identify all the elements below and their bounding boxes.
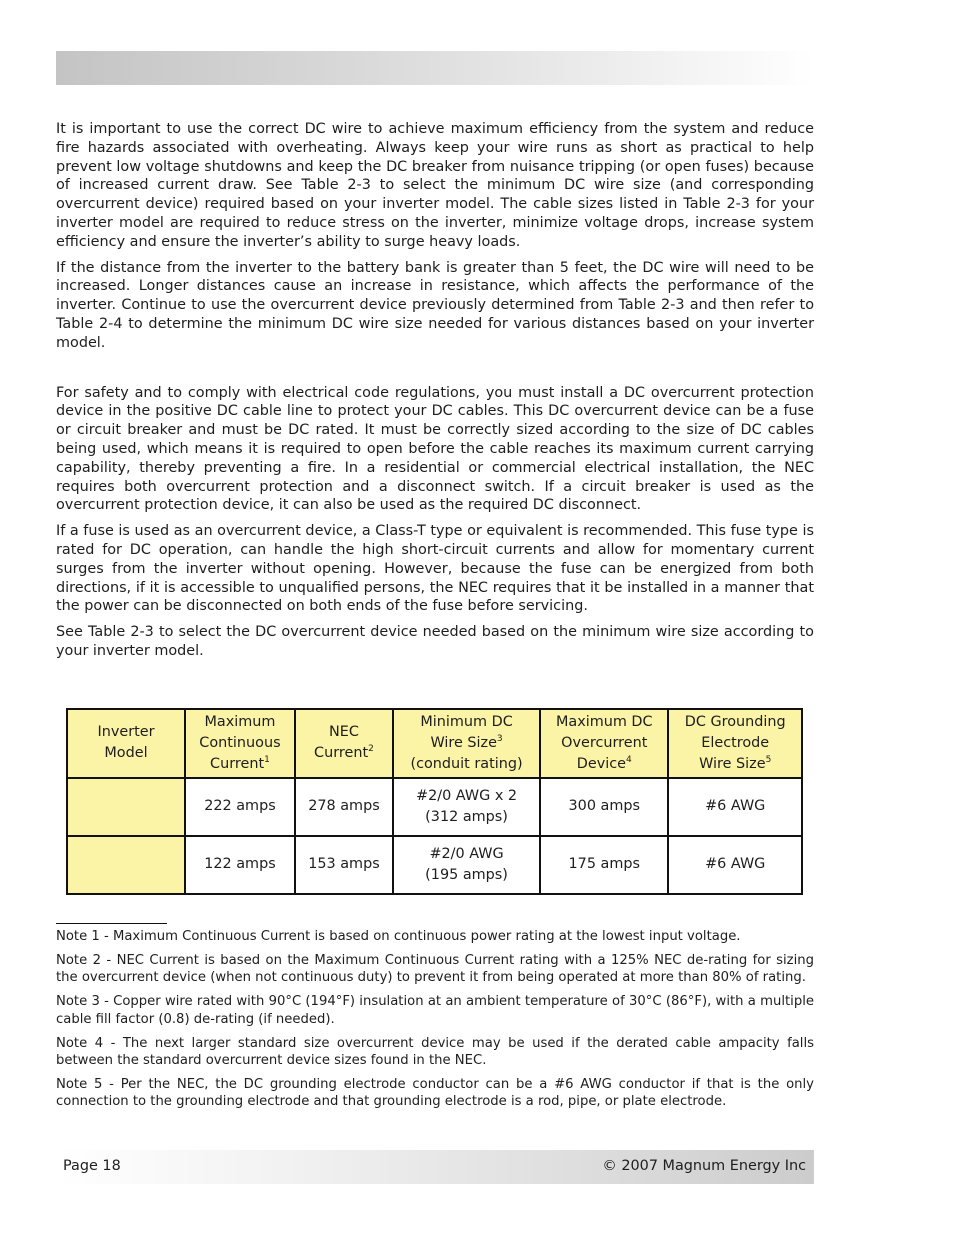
footer-bar [56, 1150, 814, 1184]
header-inverter-model: Inverter Model [67, 709, 185, 778]
note-4: Note 4 - The next larger standard size overcurrent device may be used if the derated cable ampacity falls between the standard overcurrent device sizes found in the NEC. [56, 1035, 814, 1068]
table-row [67, 836, 802, 894]
header-min-dc-wire-size: Minimum DC Wire Size$^3$ (conduit rating) [393, 709, 540, 778]
model-cell [67, 778, 185, 836]
note-3: Note 3 - Copper wire rated with 90°C (194°F) insulation at an ambient temperature of 30°C (86°F), with a multiple cable fill factor (0.8) de-rating (if needed). [56, 994, 814, 1027]
overcurrent-device-cell: 300 amps [540, 778, 668, 836]
header-nec-current: NEC Current$^2$ [295, 709, 393, 778]
copyright-text: © 2007 Magnum Energy Inc [602, 1158, 806, 1174]
page-content [56, 120, 814, 1118]
header-max-continuous-current: Maximum Continuous Current$^1$ [185, 709, 295, 778]
header-bar [56, 51, 814, 85]
model-cell [67, 836, 185, 894]
intro-paragraph-2: If the distance from the inverter to the battery bank is greater than 5 feet, the DC wire will need to be increased. Longer distances cause an increase in resistance, which affects the performance of the inverter. Continue to use the overcurrent device previously determined from Table 2-3 and then refer to Table 2-4 to determine the minimum DC wire size needed for various distances based on your inverter model. [56, 259, 814, 351]
protection-paragraph-3: See Table 2-3 to select the DC overcurrent device needed based on the minimum wire size according to your inverter model. [56, 624, 814, 659]
protection-paragraph-2: If a fuse is used as an overcurrent device, a Class-T type or equivalent is recommended. This fuse type is rated for DC operation, can handle the high short-circuit currents and allow for momentary current surges from the inverter without opening. However, because the fuse can be energized from both directions, if it is accessible to unqualified persons, the NEC requires that it be installed in a manner that the power can be disconnected on both ends of the fuse before servicing. [56, 523, 814, 615]
table-notes [56, 928, 814, 1111]
intro-paragraph-1: It is important to use the correct DC wire to achieve maximum efficiency from the system and reduce fire hazards associated with overheating. Always keep your wire runs as short as practical to help prevent low voltage shutdowns and keep the DC breaker from nuisance tripping (or open fuses) because of increased current draw. See Table 2-3 to select the minimum DC wire size (and corresponding overcurrent device) required based on your inverter model. The cable sizes listed in Table 2-3 for your inverter model are required to reduce stress on the inverter, minimize voltage drops, increase system efficiency and ensure the inverter’s ability to surge heavy loads. [56, 121, 814, 250]
header-max-dc-overcurrent-device: Maximum DC Overcurrent Device$^4$ [540, 709, 668, 778]
header-dc-grounding-wire-size: DC Grounding Electrode Wire Size$^5$ [668, 709, 802, 778]
page-number: Page 18 [63, 1158, 121, 1174]
wire-size-cell: #2/0 AWG x 2 (312 amps) [393, 778, 540, 836]
note-2: Note 2 - NEC Current is based on the Maximum Continuous Current rating with a 125% NEC de-rating for sizing the overcurrent device (when not continuous duty) to prevent it from being operated at more than 80% of rating. [56, 952, 814, 986]
nec-current-cell: 153 amps [295, 836, 393, 894]
max-current-cell: 222 amps [185, 778, 295, 836]
nec-current-cell: 278 amps [295, 778, 393, 836]
note-5: Note 5 - Per the NEC, the DC grounding electrode conductor can be a #6 AWG conductor if that is the only connection to the grounding electrode and that grounding electrode is a rod, pipe, or plate electrode. [56, 1077, 814, 1110]
wire-size-table [66, 708, 803, 895]
table-header-row [67, 709, 802, 778]
protection-paragraph-1: For safety and to comply with electrical code regulations, you must install a DC overcurrent protection device in the positive DC cable line to protect your DC cables. This DC overcurrent device can be a fuse or circuit breaker and must be DC rated. It must be correctly sized according to the size of DC cables being used, which means it is required to open before the cable reaches its maximum current carrying capability, thereby preventing a fire. In a residential or commercial electrical installation, the NEC requires both overcurrent protection and a disconnect switch. If a circuit breaker is used as the overcurrent protection device, it can also be used as the required DC disconnect. [56, 384, 814, 514]
grounding-wire-cell: #6 AWG [668, 778, 802, 836]
note-1: Note 1 - Maximum Continuous Current is based on continuous power rating at the lowest input voltage. [56, 928, 741, 944]
notes-divider [56, 923, 167, 924]
table-row [67, 778, 802, 836]
wire-size-cell: #2/0 AWG (195 amps) [393, 836, 540, 894]
grounding-wire-cell: #6 AWG [668, 836, 802, 894]
max-current-cell: 122 amps [185, 836, 295, 894]
overcurrent-device-cell: 175 amps [540, 836, 668, 894]
